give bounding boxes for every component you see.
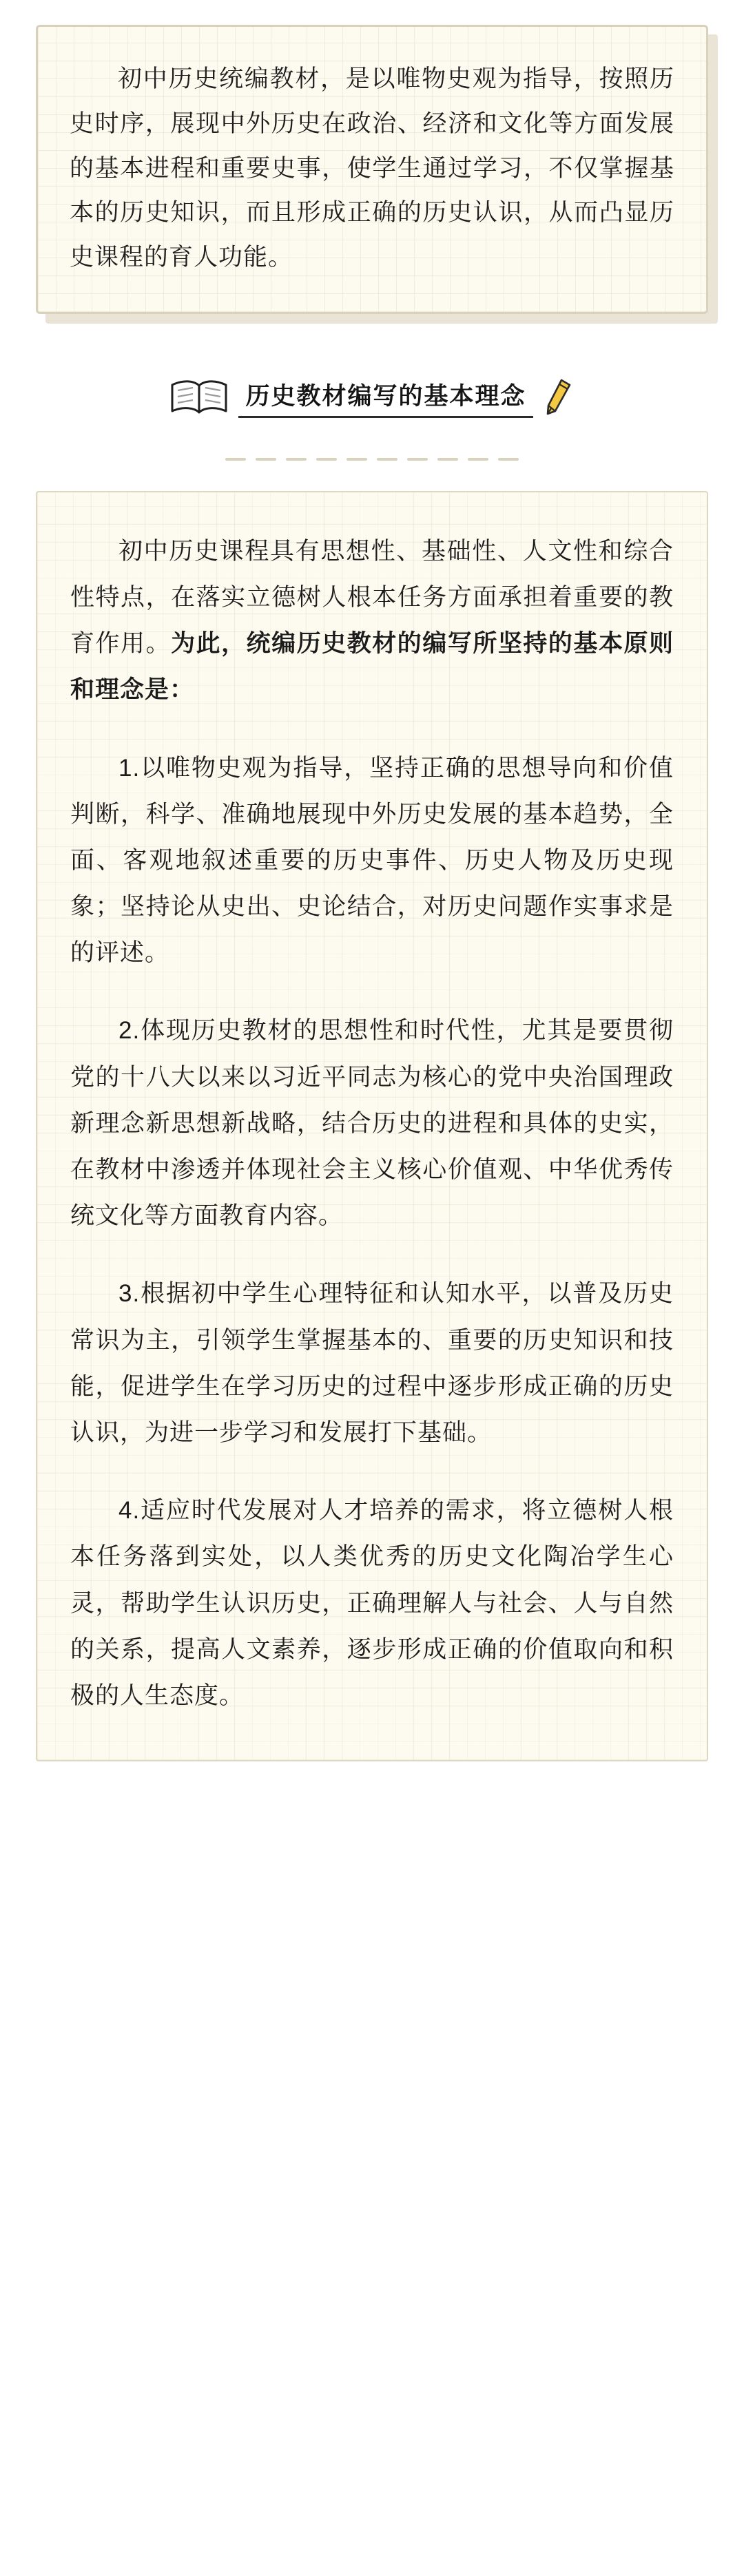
lead-bold-text: 为此，统编历史教材的编写所坚持的基本原则和理念是： [70,630,674,704]
principle-paragraph-1: 1.以唯物史观为指导，坚持正确的思想导向和价值判断，科学、准确地展现中外历史发展的基本趋势，全面、客观地叙述重要的历史事件、历史人物及历史现象；坚持论从史出、史论结合，对历史问题作实事求是的评述。 [70,754,674,967]
intro-paragraph: 初中历史统编教材，是以唯物史观为指导，按照历史时序，展现中外历史在政治、经济和文化等方面发展的基本进程和重要史事，使学生通过学习，不仅掌握基本的历史知识，而且形成正确的历史认识，从而凸显历史课程的育人功能。 [70,65,674,271]
open-book-icon [169,378,229,417]
principle-paragraph-2: 2.体现历史教材的思想性和时代性，尤其是要贯彻党的十八大以来以习近平同志为核心的党中央治国理政新理念新思想新战略，结合历史的进程和具体的史实，在教材中渗透并体现社会主义核心价值观、中华优秀传统文化等方面教育内容。 [70,1017,674,1230]
divider-dash [225,458,246,461]
divider-dash [468,458,488,461]
body-card [36,491,708,1761]
divider-dash [286,458,307,461]
principle-paragraph-3: 3.根据初中学生心理特征和认知水平，以普及历史常识为主，引领学生掌握基本的、重要的历史知识和技能，促进学生在学习历史的过程中逐步形成正确的历史认识，为进一步学习和发展打下基础。 [70,1280,674,1446]
divider-dash [347,458,367,461]
divider-dash [407,458,428,461]
divider-dash [256,458,276,461]
divider-dash [377,458,397,461]
lead-normal-text: 初中历史课程具有思想性、基础性、人文性和综合性特点，在落实立德树人根本任务方面承担着重要的教育作用。 [70,537,674,658]
page-title: 历史教材编写的基本理念 [238,377,533,418]
intro-card [36,25,708,314]
pencil-icon [543,378,575,417]
principle-paragraph-4: 4.适应时代发展对人才培养的需求，将立德树人根本任务落到实处，以人类优秀的历史文化陶冶学生心灵，帮助学生认识历史，正确理解人与社会、人与自然的关系，提高人文素养，逐步形成正确的价值取向和积极的人生态度。 [70,1497,674,1709]
intro-card-wrapper [36,25,708,314]
article-page [0,25,744,2576]
divider-dash [498,458,519,461]
divider-dash [437,458,458,461]
section-heading [0,377,744,418]
divider-dash [316,458,337,461]
lead-paragraph [70,528,674,713]
dashed-divider [0,458,744,461]
